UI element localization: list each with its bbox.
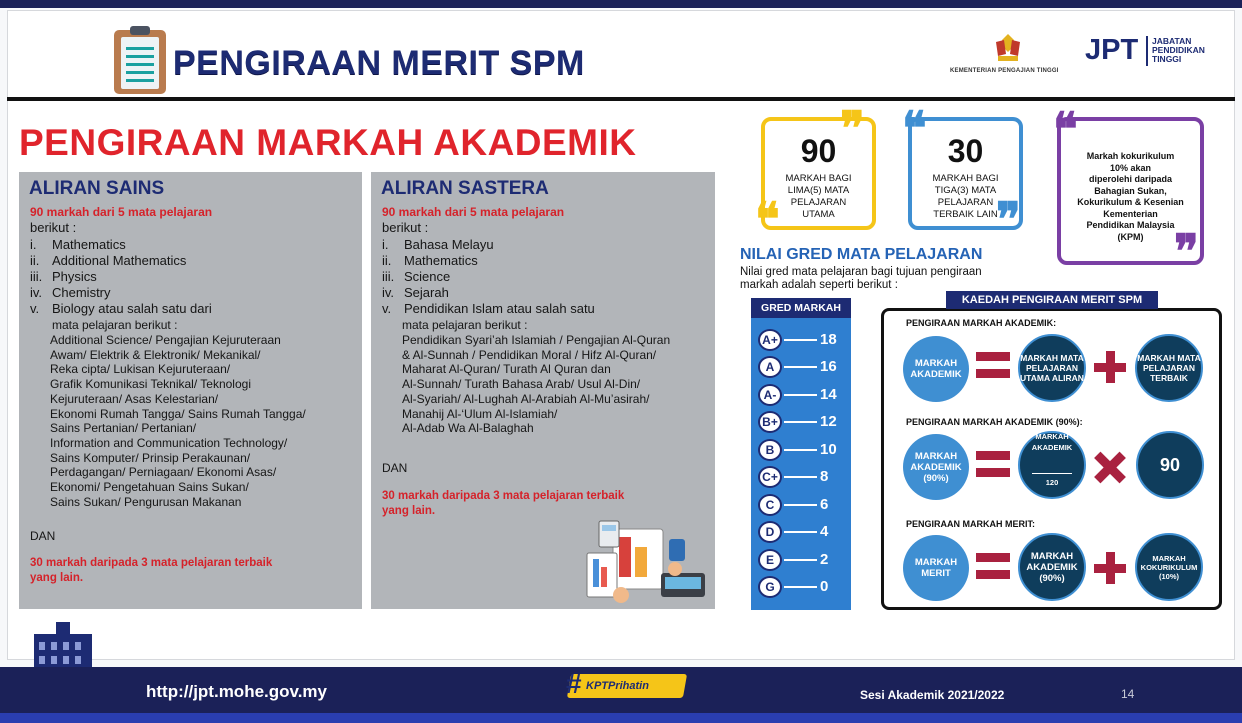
circle-markah-utama: MARKAH MATA PELAJARAN UTAMA ALIRAN	[1018, 334, 1086, 402]
jpt-logo: JPT	[1085, 34, 1139, 66]
sub-heading: mata pelajaran berikut :	[402, 318, 528, 332]
footer-url[interactable]: http://jpt.mohe.gov.my	[146, 682, 328, 701]
box-value: 30	[947, 133, 984, 169]
circle-markah-akademik-90: MARKAH AKADEMIK (90%)	[903, 434, 969, 500]
grade-table	[751, 298, 851, 610]
sub-heading: mata pelajaran berikut :	[52, 318, 178, 332]
calculator-illustration-icon	[583, 519, 710, 604]
list-item: ii. Additional Mathematics	[30, 253, 187, 268]
circle-90: 90	[1136, 431, 1204, 499]
panel-red-line: 90 markah dari 5 mata pelajaran	[382, 205, 565, 219]
panel-aliran-sains	[19, 172, 362, 609]
top-band	[0, 0, 1242, 8]
hashtag-icon: #	[566, 668, 582, 699]
panel-footnote: 30 markah daripada 3 mata pelajaran terbaik yang lain.	[30, 557, 273, 584]
panel-intro: berikut :	[30, 220, 77, 235]
panel-red-line: 90 markah dari 5 mata pelajaran	[30, 205, 213, 219]
elective-list: Pendidikan Syari’ah Islamiah / Pengajian Al-Quran & Al-Sunnah / Pendidikan Moral / Hifz Al-Quran/ Maharat Al-Quran/ Turath Al Quran dan Al-Sunnah/ Turath Bahasa Arab/ Usul Al-Din/ Al-Syariah/ Al-Lughah Al-Arabiah Al-Mu’asirah/ Manahij Al-‘Ulum Al-Islamiah/ Al-Adab Wa Al-Balaghah	[402, 333, 671, 436]
grade-row: C 6	[758, 494, 848, 516]
formula-label: PENGIRAAN MARKAH AKADEMIK:	[906, 318, 1057, 328]
panel-footnote: 30 markah daripada 3 mata pelajaran terbaik yang lain.	[382, 490, 625, 517]
jpt-subtitle: JABATAN PENDIDIKAN TINGGI	[1152, 36, 1205, 64]
equals-icon	[976, 352, 1010, 378]
elective-list: Additional Science/ Pengajian Kejuruteraan Awam/ Elektrik & Elektronik/ Mekanikal/ Reka cipta/ Lukisan Kejuruteraan/ Grafik Komunikasi Teknikal/ Teknologi Kejuruteraan/ Asas Kelestarian/ Ekonomi Rumah Tangga/ Sains Rumah Tangga/ Sains Pertanian/ Pertanian/ Information and Communication Technology/ Sains Komputer/ Prinsip Perakaunan/ Perdagangan/ Perniagaan/ Ekonomi Asas/ Ekonomi/ Pengetahuan Sains Sukan/ Sains Sukan/ Pengurusan Makanan	[50, 333, 306, 509]
kptprihatin-label: KPTPrihatin	[586, 680, 649, 692]
main-heading: PENGIRAAN MARKAH AKADEMIK	[19, 122, 637, 163]
subject-list	[382, 237, 595, 317]
box-caption: MARKAH BAGI TIGA(3) MATA PELAJARAN TERBAIK LAIN	[932, 173, 999, 220]
panel-title: ALIRAN SASTERA	[381, 178, 549, 199]
session-label: Sesi Akademik 2021/2022	[860, 688, 1005, 702]
list-item: i. Bahasa Melayu	[382, 237, 494, 252]
fraction-denominator: 120	[1045, 477, 1059, 487]
equals-icon	[976, 553, 1010, 579]
circle-markah-akademik: MARKAH AKADEMIK	[903, 336, 969, 402]
coat-of-arms-icon	[988, 32, 1028, 64]
list-item: iii. Physics	[30, 269, 97, 284]
list-item: ii. Mathematics	[382, 253, 478, 268]
list-item: iii. Science	[382, 269, 451, 284]
grade-row: A+ 18	[758, 329, 848, 351]
kaedah-header: KAEDAH PENGIRAAN MERIT SPM	[946, 291, 1158, 309]
panel-intro: berikut :	[382, 220, 429, 235]
fraction-numerator: MARKAH AKADEMIK	[1031, 431, 1073, 452]
quote-open-icon: ❝	[1053, 102, 1078, 156]
quote-close-icon: ❞	[996, 192, 1021, 246]
subject-list	[30, 237, 212, 317]
equals-icon	[976, 451, 1010, 477]
ministry-caption: KEMENTERIAN PENGAJIAN TINGGI	[950, 68, 1059, 74]
grade-row: C+ 8	[758, 466, 848, 488]
page-number: 14	[1121, 687, 1135, 701]
quote-close-icon: ❞	[1174, 224, 1199, 278]
list-item: iv. Chemistry	[30, 285, 111, 300]
jpt-divider	[1146, 36, 1148, 66]
nilai-gred-desc: Nilai gred mata pelajaran bagi tujuan pengiraan markah adalah seperti berikut :	[740, 266, 982, 291]
nilai-gred-title: NILAI GRED MATA PELAJARAN	[740, 246, 983, 263]
clipboard-icon	[114, 30, 166, 94]
dan-label: DAN	[30, 529, 56, 543]
list-item: v. Biology atau salah satu dari	[30, 301, 212, 316]
quote-open-icon: ❝	[755, 192, 780, 246]
grade-row: A 16	[758, 356, 848, 378]
circle-akademik-90: MARKAH AKADEMIK (90%)	[1018, 533, 1086, 601]
page-title: PENGIRAAN MERIT SPM	[173, 44, 585, 82]
fraction-bar	[1032, 473, 1072, 474]
multiply-icon	[1095, 452, 1125, 482]
grade-row: G 0	[758, 576, 848, 598]
grade-row: A- 14	[758, 384, 848, 406]
formula-label: PENGIRAAN MARKAH AKADEMIK (90%):	[906, 417, 1083, 427]
grade-table-header: GRED MARKAH	[751, 298, 851, 318]
quote-close-icon: ❞	[840, 101, 865, 155]
circle-markah-terbaik: MARKAH MATA PELAJARAN TERBAIK	[1135, 334, 1203, 402]
circle-kokurikulum: MARKAH KOKURIKULUM (10%)	[1135, 533, 1203, 601]
panel-title: ALIRAN SAINS	[29, 178, 165, 199]
grade-row: B 10	[758, 439, 848, 461]
footer-accent	[0, 713, 1242, 723]
grade-row: D 4	[758, 521, 848, 543]
grade-row: E 2	[758, 549, 848, 571]
list-item: iv. Sejarah	[382, 285, 449, 300]
list-item: v. Pendidikan Islam atau salah satu	[382, 301, 595, 316]
box-caption: Markah kokurikulum 10% akan diperolehi daripada Bahagian Sukan, Kokurikulum & Kesenian Kementerian Pendidikan Malaysia (KPM)	[1077, 151, 1184, 242]
dan-label: DAN	[382, 461, 408, 475]
header-rule	[7, 97, 1235, 101]
box-value: 90	[800, 133, 837, 169]
list-item: i. Mathematics	[30, 237, 126, 252]
circle-markah-merit: MARKAH MERIT	[903, 535, 969, 601]
plus-icon	[1094, 351, 1126, 383]
formula-label: PENGIRAAN MARKAH MERIT:	[906, 519, 1035, 529]
plus-icon	[1094, 552, 1126, 584]
quote-open-icon: ❝	[902, 101, 927, 155]
grade-row: B+ 12	[758, 411, 848, 433]
circle-fraction	[1018, 431, 1086, 499]
box-caption: MARKAH BAGI LIMA(5) MATA PELAJARAN UTAMA	[785, 173, 852, 220]
